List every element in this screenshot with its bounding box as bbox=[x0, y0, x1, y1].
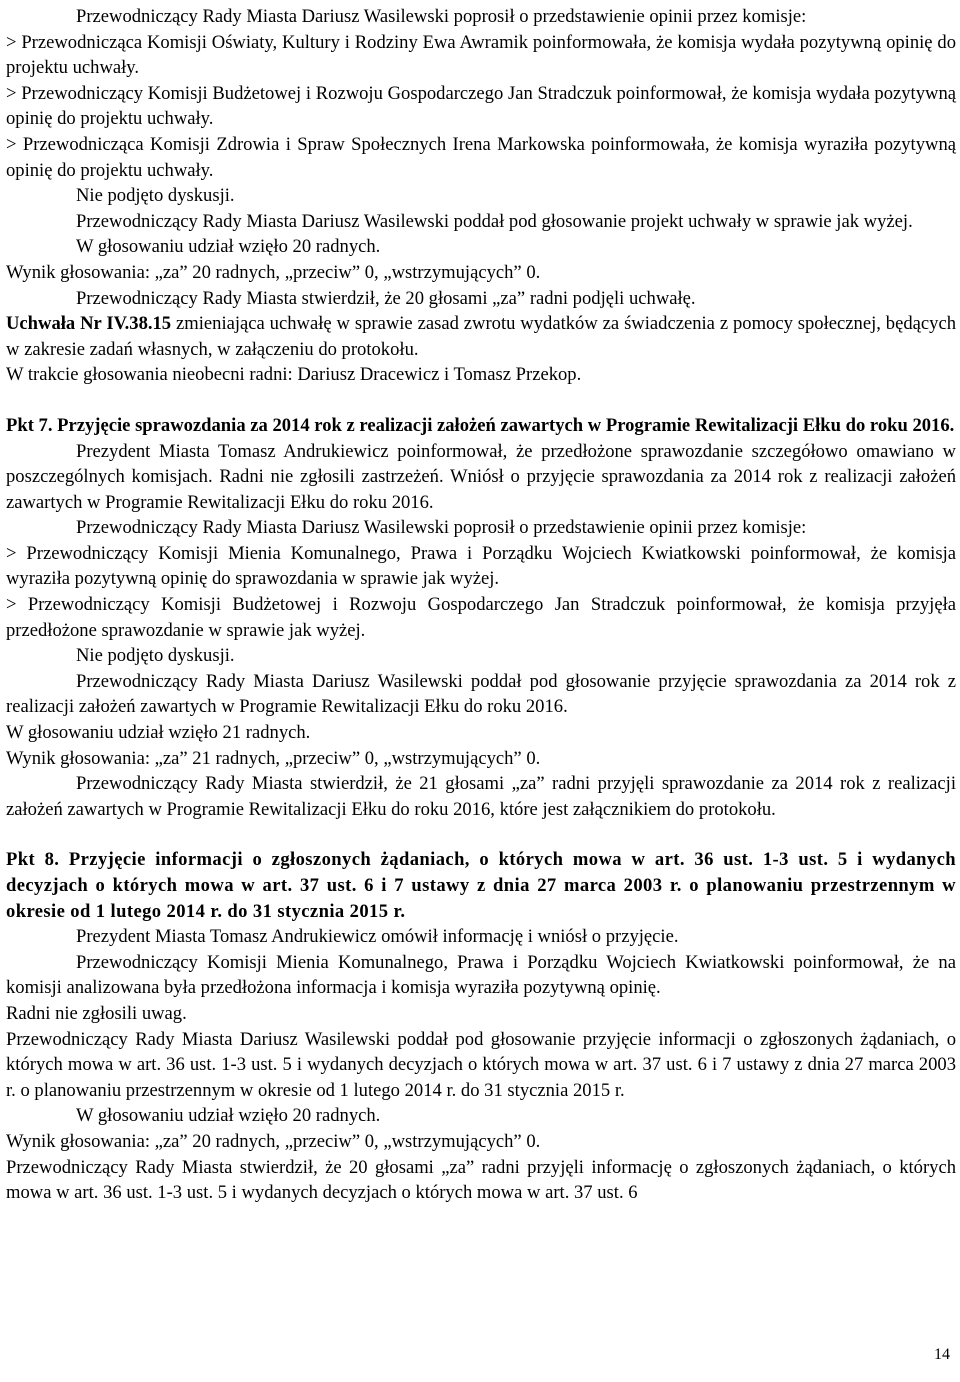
paragraph: Radni nie zgłosili uwag. bbox=[6, 1002, 187, 1024]
paragraph: Przewodniczący Rady Miasta stwierdził, że 21 głosami „za” radni przyjęli sprawozdanie za 2014 rok z realizacji założeń zawartych w Programie Rewitalizacji Ełku do roku 2016, które jest załącznikiem do protokołu. bbox=[6, 773, 956, 820]
paragraph: Nie podjęto dyskusji. bbox=[76, 185, 235, 207]
paragraph: > Przewodniczący Komisji Budżetowej i Rozwoju Gospodarczego Jan Stradczuk poinformował, że komisja wydała pozytywną opinię do projektu uchwały. bbox=[6, 82, 956, 130]
paragraph: > Przewodnicząca Komisji Zdrowia i Spraw Społecznych Irena Markowska poinformowała, że komisja wyraziła pozytywną opinię do projektu uchwały. bbox=[6, 133, 956, 181]
paragraph: Przewodniczący Rady Miasta Dariusz Wasilewski poddał pod głosowanie przyjęcie informacji o zgłoszonych żądaniach, o których mowa w art. 36 ust. 1-3 ust. 5 i wydanych decyzjach o których mowa w art. 37 ust. 6 i 7 ustawy z dnia 27 marca 2003 r. o planowaniu przestrzennym w okresie od 1 lutego 2014 r. do 31 stycznia 2015 r. bbox=[6, 1028, 956, 1101]
paragraph: > Przewodniczący Komisji Mienia Komunalnego, Prawa i Porządku Wojciech Kwiatkowski poinformował, że komisja wyraziła pozytywną opinię do sprawozdania w sprawie jak wyżej. bbox=[6, 542, 956, 590]
paragraph: Przewodniczący Rady Miasta stwierdził, że 20 głosami „za” radni przyjęli informację o zgłoszonych żądaniach, o których mowa w art. 36 ust. 1-3 ust. 5 i wydanych decyzjach o których mowa w art. 37 ust. 6 bbox=[6, 1156, 956, 1204]
paragraph: W trakcie głosowania nieobecni radni: Dariusz Dracewicz i Tomasz Przekop. bbox=[6, 364, 582, 386]
paragraph: Przewodniczący Rady Miasta Dariusz Wasilewski poprosił o przedstawienie opinii przez komisje: bbox=[76, 517, 807, 539]
paragraph: > Przewodnicząca Komisji Oświaty, Kultury i Rodziny Ewa Awramik poinformowała, że komisja wydała pozytywną opinię do projektu uchwały. bbox=[6, 31, 956, 79]
resolution-paragraph bbox=[6, 311, 956, 362]
spacer bbox=[6, 388, 956, 413]
paragraph: Przewodniczący Rady Miasta stwierdził, że 20 głosami „za” radni podjęli uchwałę. bbox=[76, 287, 696, 309]
paragraph: > Przewodniczący Komisji Budżetowej i Rozwoju Gospodarczego Jan Stradczuk poinformował, że komisja przyjęła przedłożone sprawozdanie w sprawie jak wyżej. bbox=[6, 594, 956, 641]
paragraph: Przewodniczący Rady Miasta Dariusz Wasilewski poddał pod głosowanie przyjęcie sprawozdania za 2014 rok z realizacji założeń zawartych w Programie Rewitalizacji Ełku do roku 2016. bbox=[6, 670, 956, 718]
paragraph: Prezydent Miasta Tomasz Andrukiewicz poinformował, że przedłożone sprawozdanie szczegółowo omawiano w poszczególnych komisjach. Radni nie zgłosili zastrzeżeń. Wniósł o przyjęcie sprawozdania za 2014 rok z realizacji założeń zawartych w Programie Rewitalizacji Ełku do roku 2016. bbox=[6, 440, 956, 513]
document-page bbox=[6, 4, 956, 1206]
spacer bbox=[6, 822, 956, 847]
section-title: Przyjęcie informacji o zgłoszonych żądaniach, o których mowa w art. 36 ust. 1-3 ust. 5 i wydanych decyzjach o których mowa w art. 37 ust. 6 i 7 ustawy z dnia 27 marca 2003 r. o planowaniu przestrzennym w okresie od 1 lutego 2014 r. do 31 stycznia 2015 r. bbox=[6, 849, 956, 922]
page-number: 14 bbox=[934, 1346, 950, 1363]
paragraph: W głosowaniu udział wzięło 20 radnych. bbox=[76, 1105, 381, 1127]
paragraph: Wynik głosowania: „za” 20 radnych, „przeciw” 0, „wstrzymujących” 0. bbox=[6, 261, 541, 283]
paragraph: Przewodniczący Komisji Mienia Komunalnego, Prawa i Porządku Wojciech Kwiatkowski poinformował, że na komisji analizowana była przedłożona informacja i komisja wyraziła pozytywną opinię. bbox=[6, 951, 956, 999]
paragraph: Przewodniczący Rady Miasta Dariusz Wasilewski poddał pod głosowanie projekt uchwały w sprawie jak wyżej. bbox=[76, 210, 913, 232]
resolution-text: zmieniająca uchwałę w sprawie zasad zwrotu wydatków za świadczenia z pomocy społecznej, będących w zakresie zadań własnych, w załączeniu do protokołu. bbox=[6, 313, 956, 360]
section-title: Przyjęcie sprawozdania za 2014 rok z realizacji założeń zawartych w Programie Rewitalizacji Ełku do roku 2016. bbox=[57, 414, 955, 436]
paragraph: Prezydent Miasta Tomasz Andrukiewicz omówił informację i wniósł o przyjęcie. bbox=[76, 926, 679, 948]
section-heading-pkt8 bbox=[6, 847, 956, 924]
section-label: Pkt 7. bbox=[6, 414, 53, 436]
section-label: Pkt 8. bbox=[6, 849, 60, 871]
paragraph: Nie podjęto dyskusji. bbox=[76, 645, 235, 667]
paragraph: W głosowaniu udział wzięło 21 radnych. bbox=[6, 722, 311, 744]
paragraph: Przewodniczący Rady Miasta Dariusz Wasilewski poprosił o przedstawienie opinii przez komisje: bbox=[76, 6, 807, 27]
paragraph: Wynik głosowania: „za” 21 radnych, „przeciw” 0, „wstrzymujących” 0. bbox=[6, 747, 541, 769]
paragraph: W głosowaniu udział wzięło 20 radnych. bbox=[76, 236, 381, 258]
paragraph: Wynik głosowania: „za” 20 radnych, „przeciw” 0, „wstrzymujących” 0. bbox=[6, 1130, 541, 1152]
section-heading-pkt7 bbox=[6, 413, 956, 439]
resolution-label: Uchwała Nr IV.38.15 bbox=[6, 313, 172, 335]
